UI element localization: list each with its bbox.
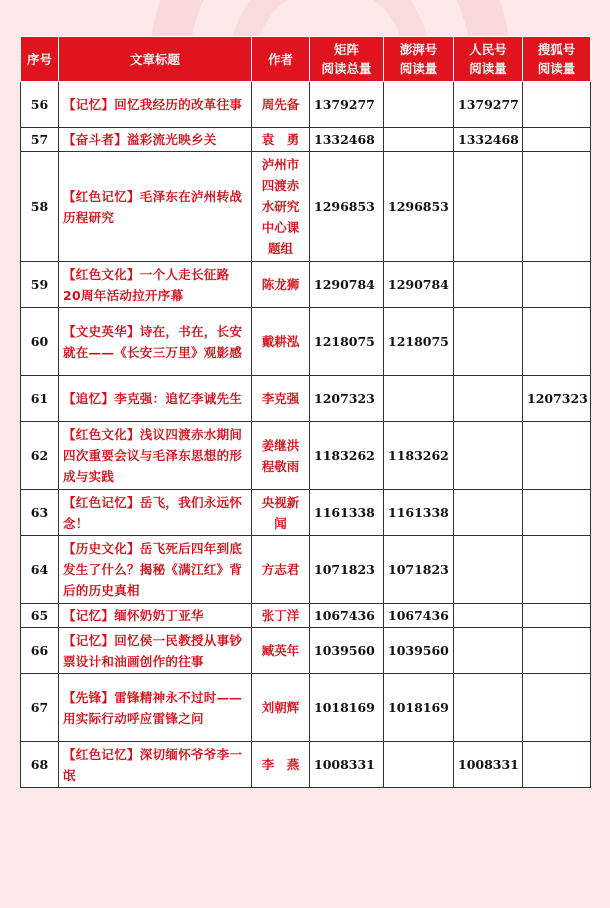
matrix-total-reads: 1218075 [310, 308, 384, 376]
sohu-reads [523, 628, 591, 674]
matrix-total-reads: 1207323 [310, 376, 384, 422]
sohu-reads: 1207323 [523, 376, 591, 422]
header-sohu [523, 37, 591, 82]
article-title: 【文史英华】诗在，书在，长安就在——《长安三万里》观影感 [59, 308, 252, 376]
article-title: 【红色记忆】毛泽东在泸州转战历程研究 [59, 152, 252, 262]
article-title: 【先锋】雷锋精神永不过时——用实际行动呼应雷锋之问 [59, 674, 252, 742]
pengpai-reads: 1296853 [384, 152, 454, 262]
matrix-total-reads: 1067436 [310, 604, 384, 628]
renmin-reads [454, 152, 523, 262]
sohu-reads [523, 674, 591, 742]
pengpai-reads: 1290784 [384, 262, 454, 308]
sohu-reads [523, 152, 591, 262]
article-title: 【奋斗者】溢彩流光映乡关 [59, 128, 252, 152]
article-author: 袁 勇 [252, 128, 310, 152]
table-row [21, 376, 591, 422]
pengpai-reads: 1067436 [384, 604, 454, 628]
article-author: 泸州市四渡赤水研究中心课题组 [252, 152, 310, 262]
header-pengpai-label: 澎湃号 阅读量 [399, 42, 438, 76]
matrix-total-reads: 1161338 [310, 490, 384, 536]
pengpai-reads: 1161338 [384, 490, 454, 536]
readership-ranking-table [20, 36, 591, 788]
pengpai-reads: 1071823 [384, 536, 454, 604]
renmin-reads: 1008331 [454, 742, 523, 788]
row-number: 59 [21, 262, 59, 308]
row-number: 67 [21, 674, 59, 742]
renmin-reads [454, 308, 523, 376]
header-title-label: 文章标题 [129, 51, 180, 67]
article-title: 【红色记忆】深切缅怀爷爷李一氓 [59, 742, 252, 788]
header-renmin-label: 人民号 阅读量 [469, 42, 507, 76]
sohu-reads [523, 422, 591, 490]
matrix-total-reads: 1290784 [310, 262, 384, 308]
matrix-total-reads: 1379277 [310, 82, 384, 128]
sohu-reads [523, 128, 591, 152]
table-row [21, 490, 591, 536]
table-row [21, 152, 591, 262]
matrix-total-reads: 1296853 [310, 152, 384, 262]
header-no [21, 37, 59, 82]
pengpai-reads [384, 742, 454, 788]
row-number: 62 [21, 422, 59, 490]
row-number: 68 [21, 742, 59, 788]
table-row [21, 536, 591, 604]
sohu-reads [523, 536, 591, 604]
header-no-label: 序号 [26, 51, 52, 67]
header-title [59, 37, 252, 82]
pengpai-reads [384, 376, 454, 422]
sohu-reads [523, 262, 591, 308]
header-matrix-total [310, 37, 384, 82]
article-author: 臧英年 [252, 628, 310, 674]
sohu-reads [523, 490, 591, 536]
matrix-total-reads: 1018169 [310, 674, 384, 742]
sohu-reads [523, 308, 591, 376]
pengpai-reads: 1039560 [384, 628, 454, 674]
article-author: 李 燕 [252, 742, 310, 788]
article-title: 【记忆】回忆我经历的改革往事 [59, 82, 252, 128]
article-author: 李克强 [252, 376, 310, 422]
article-title: 【红色文化】浅议四渡赤水期间四次重要会议与毛泽东思想的形成与实践 [59, 422, 252, 490]
sohu-reads [523, 742, 591, 788]
renmin-reads [454, 628, 523, 674]
table-row [21, 604, 591, 628]
table-row [21, 674, 591, 742]
table-row [21, 82, 591, 128]
pengpai-reads [384, 82, 454, 128]
article-title: 【记忆】回忆侯一民教授从事钞票设计和油画创作的往事 [59, 628, 252, 674]
header-author [252, 37, 310, 82]
table-row [21, 422, 591, 490]
renmin-reads [454, 490, 523, 536]
matrix-total-reads: 1183262 [310, 422, 384, 490]
renmin-reads [454, 536, 523, 604]
article-title: 【历史文化】岳飞死后四年到底发生了什么？揭秘《满江红》背后的历史真相 [59, 536, 252, 604]
header-matrix-label: 矩阵 阅读总量 [321, 42, 372, 76]
pengpai-reads: 1018169 [384, 674, 454, 742]
row-number: 57 [21, 128, 59, 152]
row-number: 58 [21, 152, 59, 262]
table-body [21, 82, 591, 788]
matrix-total-reads: 1332468 [310, 128, 384, 152]
article-author: 刘朝辉 [252, 674, 310, 742]
matrix-total-reads: 1039560 [310, 628, 384, 674]
sohu-reads [523, 604, 591, 628]
renmin-reads [454, 422, 523, 490]
table-header-row [21, 37, 591, 82]
row-number: 64 [21, 536, 59, 604]
pengpai-reads: 1183262 [384, 422, 454, 490]
table-row [21, 628, 591, 674]
sohu-reads [523, 82, 591, 128]
matrix-total-reads: 1008331 [310, 742, 384, 788]
article-title: 【记忆】缅怀奶奶丁亚华 [59, 604, 252, 628]
article-author: 周先备 [252, 82, 310, 128]
row-number: 65 [21, 604, 59, 628]
renmin-reads [454, 604, 523, 628]
renmin-reads [454, 376, 523, 422]
renmin-reads [454, 262, 523, 308]
article-author: 戴耕泓 [252, 308, 310, 376]
article-title: 【追忆】李克强：追忆李诚先生 [59, 376, 252, 422]
article-author: 方志君 [252, 536, 310, 604]
row-number: 66 [21, 628, 59, 674]
header-renmin [454, 37, 523, 82]
table-row [21, 308, 591, 376]
header-author-label: 作者 [267, 51, 293, 67]
article-author: 姜继洪程敬雨 [252, 422, 310, 490]
renmin-reads: 1379277 [454, 82, 523, 128]
renmin-reads [454, 674, 523, 742]
pengpai-reads: 1218075 [384, 308, 454, 376]
row-number: 56 [21, 82, 59, 128]
row-number: 63 [21, 490, 59, 536]
header-pengpai [384, 37, 454, 82]
article-author: 张丁洋 [252, 604, 310, 628]
article-title: 【红色记忆】岳飞，我们永远怀念！ [59, 490, 252, 536]
article-author: 陈龙狮 [252, 262, 310, 308]
table-row [21, 742, 591, 788]
row-number: 61 [21, 376, 59, 422]
pengpai-reads [384, 128, 454, 152]
header-sohu-label: 搜狐号 阅读量 [537, 42, 576, 76]
article-title: 【红色文化】一个人走长征路20周年活动拉开序幕 [59, 262, 252, 308]
row-number: 60 [21, 308, 59, 376]
article-author: 央视新闻 [252, 490, 310, 536]
table-row [21, 128, 591, 152]
matrix-total-reads: 1071823 [310, 536, 384, 604]
table-row [21, 262, 591, 308]
renmin-reads: 1332468 [454, 128, 523, 152]
